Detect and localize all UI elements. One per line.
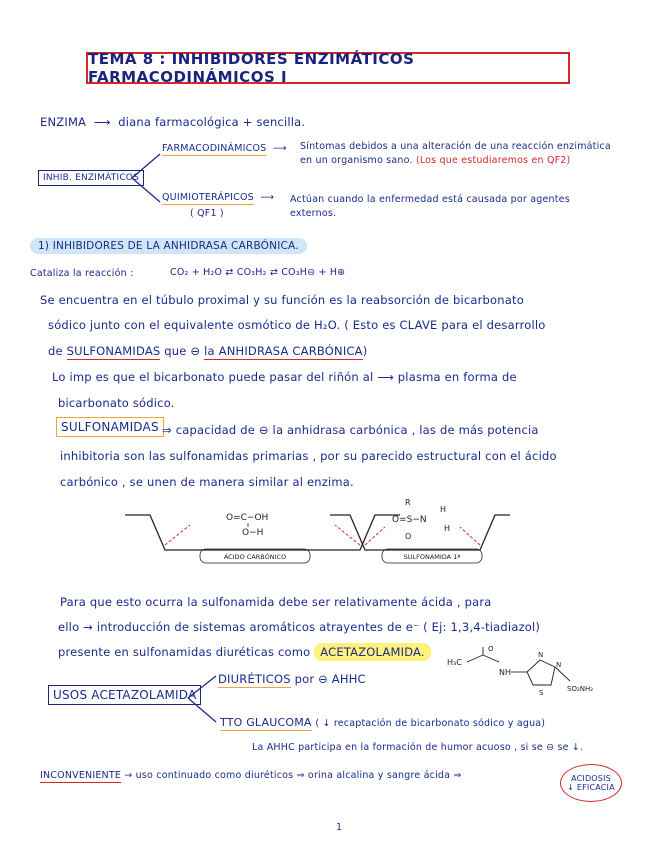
inhib-enzimaticos-box: INHIB. ENZIMÁTICOS [38,170,144,186]
quimioterapicos-desc-1: Actúan cuando la enfermedad está causada por agentes [290,194,570,205]
right-caption: SULFONAMIDA 1ª [403,553,461,561]
arrow-icon: ⟶ [90,115,115,129]
inconveniente-line [40,770,462,781]
usos-acetazolamida-text: USOS ACETAZOLAMIDA [48,685,201,705]
page-title: TEMA 8 : INHIBIDORES ENZIMÁTICOS FARMACODINÁMICOS I [86,52,570,84]
acidosis-text: ACIDOSIS [571,774,611,783]
struct-h3c: H₃C [447,658,462,667]
p1-l3-que: que ⊖ [164,344,201,358]
paragraph-1-line-3 [48,344,367,358]
farmacodinamicos-note: (Los que estudiaremos en QF2) [415,155,571,166]
section-1-heading-text: 1) INHIBIDORES DE LA ANHIDRASA CARBÓNICA. [30,238,307,254]
farmacodinamicos-label [162,143,287,154]
left-caption: ÁCIDO CARBÓNICO [223,553,287,561]
section-2-line-2: ello → introducción de sistemas aromáticos atrayentes de e⁻ ( Ej: 1,3,4-tiadiazol) [58,620,541,634]
enzima-definition: diana farmacológica + sencilla. [118,115,306,129]
farmacodinamicos-desc-2-line [300,155,570,166]
section-2-line-3-text: presente en sulfonamidas diuréticas como [58,645,311,659]
p1-l3-de: de [48,344,63,358]
farmacodinamicos-term: FARMACODINÁMICOS [162,143,267,154]
quimioterapicos-term: QUIMIOTERÁPICOS [162,192,254,203]
sulfonamidas-line-2: inhibitoria son las sulfonamidas primarias , por su parecido estructural con el ácido [60,449,557,463]
sulfonamidas-box [56,420,164,434]
reaction-label: Cataliza la reacción : [30,268,134,279]
sulfonamidas-line-3: carbónico , se unen de manera similar al enzima. [60,475,354,489]
glaucoma-line-2: La AHHC participa en la formación de humor acuoso , si se ⊖ se ↓. [252,742,584,753]
paragraph-1-line-1: Se encuentra en el túbulo proximal y su función es la reabsorción de bicarbonato [40,293,524,307]
right-r: R [405,498,411,507]
arrow-icon: ⟶ [257,192,275,203]
glaucoma-line [220,716,545,729]
arrow-icon: ⟶ [269,143,287,154]
struct-nh: NH [499,668,511,677]
paragraph-2-line-2: bicarbonato sódico. [58,396,175,410]
page-number: 1 [336,822,343,833]
branch-bracket [130,148,166,208]
right-h2: H [444,524,451,533]
p1-l3-close: ) [362,344,368,358]
paragraph-2-line-1: Lo imp es que el bicarbonato puede pasar del riñón al ⟶ plasma en forma de [52,370,517,384]
farmacodinamicos-desc-1: Síntomas debidos a una alteración de una reacción enzimática [300,141,611,152]
quimioterapicos-sub: ( QF1 ) [190,208,224,219]
acetazolamide-structure [445,645,610,715]
acetazolamida-highlight: ACETAZOLAMIDA. [314,643,431,661]
section-1-heading [30,240,307,252]
enzima-line [40,115,305,129]
diureticos-line [218,672,366,686]
section-2-line-3 [58,645,431,659]
inconveniente-term: INCONVENIENTE [40,770,122,781]
glaucoma-desc: ( ↓ recaptación de bicarbonato sódico y agua) [315,718,546,729]
right-h1: H [440,505,447,514]
diureticos-desc: por ⊖ AHHC [294,672,366,686]
diureticos-term: DIURÉTICOS [218,672,291,686]
binding-diagrams [120,495,540,575]
struct-so2nh2: SO₂NH₂ [567,685,594,693]
left-formula-top: O=C−OH [226,513,269,523]
inconveniente-text: → uso continuado como diuréticos ⇒ orina alcalina y sangre ácida ⇒ [124,770,462,781]
p1-l3-anhidrasa: la ANHIDRASA CARBÓNICA [204,344,363,358]
reaction-equation: CO₂ + H₂O ⇄ CO₃H₂ ⇄ CO₃H⊖ + H⊕ [170,267,346,278]
usos-acetazolamida-box [48,688,201,702]
struct-s: S [539,689,544,697]
quimioterapicos-desc-2: externos. [290,208,337,219]
section-2-line-1: Para que esto ocurra la sulfonamida debe ser relativamente ácida , para [60,595,492,609]
glaucoma-term: TTO GLAUCOMA [220,716,312,729]
farmacodinamicos-desc-2: en un organismo sano. [300,155,413,166]
left-formula-bottom: O−H [242,528,264,538]
right-o: O [405,532,412,541]
paragraph-1-line-2: sódico junto con el equivalente osmótico de H₂O. ( Esto es CLAVE para el desarrollo [48,318,546,332]
quimioterapicos-label [162,192,274,203]
sulfonamidas-box-text: SULFONAMIDAS [56,417,164,437]
right-formula: O=S−N [392,515,427,525]
struct-n1: N [538,651,544,659]
enzima-term: ENZIMA [40,115,87,129]
struct-o: O [488,645,494,653]
eficacia-text: ↓ EFICACIA [567,783,615,792]
p1-l3-sulfonamidas: SULFONAMIDAS [66,344,161,358]
acidosis-circle [560,764,622,802]
struct-n2: N [556,661,562,669]
sulfonamidas-line-1: ⇒ capacidad de ⊖ la anhidrasa carbónica , las de más potencia [162,423,539,437]
